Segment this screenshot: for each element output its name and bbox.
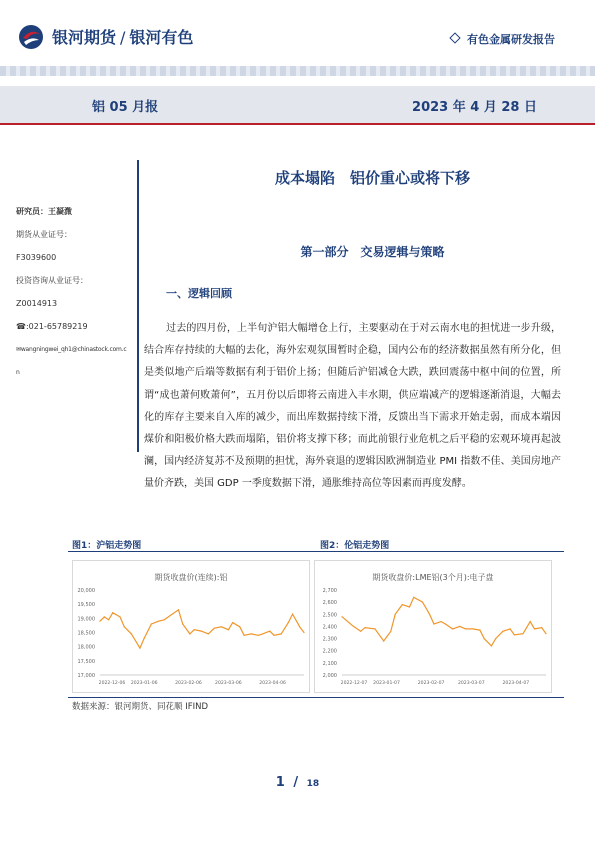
data-point bbox=[139, 648, 140, 649]
y-tick-label: 19,500 bbox=[77, 602, 95, 609]
data-point bbox=[269, 631, 270, 632]
x-tick-label: 2023-04-07 bbox=[502, 681, 530, 686]
data-point bbox=[522, 633, 523, 634]
data-point bbox=[402, 604, 403, 605]
y-tick-label: 2,000 bbox=[322, 673, 337, 679]
data-point bbox=[383, 640, 384, 641]
y-tick-label: 2,300 bbox=[322, 636, 337, 643]
analyst-sidebar bbox=[16, 200, 134, 384]
page-number bbox=[0, 775, 595, 790]
report-name: 铝 05 月报 bbox=[92, 100, 159, 115]
data-point bbox=[495, 638, 496, 639]
y-tick-label: 2,500 bbox=[322, 612, 337, 619]
header-pattern-band bbox=[0, 66, 595, 76]
data-point bbox=[465, 628, 466, 629]
page-total: 18 bbox=[306, 779, 320, 789]
data-point bbox=[189, 633, 190, 634]
figure-2-caption: 图2：伦铝走势图 bbox=[320, 541, 390, 551]
data-point bbox=[262, 633, 263, 634]
data-point bbox=[164, 619, 165, 620]
data-point bbox=[182, 623, 183, 624]
data-point bbox=[281, 633, 282, 634]
brand-main: 银河期货 bbox=[52, 28, 117, 47]
data-point bbox=[239, 626, 240, 627]
data-point bbox=[413, 597, 414, 598]
advisory-cert-label: 投资咨询从业证号： bbox=[16, 276, 88, 285]
data-point bbox=[258, 635, 259, 636]
data-point bbox=[433, 623, 434, 624]
data-point bbox=[214, 628, 215, 629]
sidebar-divider bbox=[137, 160, 139, 452]
chart-title: 期货收盘价:LME铝(3个月):电子盘 bbox=[372, 573, 494, 582]
report-type-label: 有色金属研发报告 bbox=[467, 33, 555, 46]
data-point bbox=[232, 622, 233, 623]
data-point bbox=[484, 638, 485, 639]
data-point bbox=[441, 621, 442, 622]
section-heading: 一、逻辑回顾 bbox=[166, 287, 232, 300]
futures-cert-label: 期货从业证号： bbox=[16, 230, 72, 239]
part-heading: 第一部分 交易逻辑与策略 bbox=[300, 245, 445, 259]
y-tick-label: 18,500 bbox=[77, 630, 95, 637]
researcher-name: 研究员：王凝溦 bbox=[16, 207, 72, 216]
x-tick-label: 2023-04-06 bbox=[259, 681, 286, 686]
data-point bbox=[445, 623, 446, 624]
diamond-icon bbox=[449, 32, 460, 43]
data-point bbox=[422, 602, 423, 603]
band-accent-line bbox=[0, 123, 595, 125]
data-point bbox=[341, 616, 342, 617]
data-point bbox=[409, 606, 410, 607]
data-point bbox=[353, 626, 354, 627]
x-tick-label: 2023-02-07 bbox=[417, 681, 445, 686]
y-tick-label: 19,000 bbox=[77, 616, 95, 623]
data-source: 数据来源：银河期货、同花顺 IFIND bbox=[72, 702, 209, 712]
email-address[interactable]: ✉wangningwei_qh1@chinastock.com.c bbox=[16, 346, 127, 353]
data-point bbox=[472, 628, 473, 629]
y-tick-label: 2,700 bbox=[322, 588, 337, 594]
data-point bbox=[395, 614, 396, 615]
y-tick-label: 2,100 bbox=[322, 660, 337, 667]
data-point bbox=[541, 627, 542, 628]
data-point bbox=[303, 632, 304, 633]
report-type bbox=[451, 31, 555, 47]
report-date: 2023 年 4 月 28 日 bbox=[412, 100, 537, 115]
data-point bbox=[112, 612, 113, 613]
phone-number: ☎:021-65789219 bbox=[16, 322, 88, 331]
data-point bbox=[208, 633, 209, 634]
brand-divider: / bbox=[120, 28, 126, 47]
data-point bbox=[299, 626, 300, 627]
data-point bbox=[374, 628, 375, 629]
y-tick-label: 17,500 bbox=[77, 658, 95, 665]
data-point bbox=[288, 622, 289, 623]
data-point bbox=[545, 633, 546, 634]
y-tick-label: 2,600 bbox=[322, 600, 337, 607]
x-tick-label: 2022-12-06 bbox=[98, 681, 126, 686]
x-tick-label: 2023-01-07 bbox=[373, 681, 400, 686]
data-point bbox=[119, 616, 120, 617]
futures-cert-number: F3039600 bbox=[16, 253, 57, 262]
data-point bbox=[491, 645, 492, 646]
galaxy-logo-icon bbox=[18, 24, 44, 50]
data-point bbox=[429, 614, 430, 615]
data-point bbox=[194, 629, 195, 630]
data-point bbox=[452, 628, 453, 629]
chart-shfe-aluminum bbox=[72, 560, 310, 693]
y-tick-label: 18,000 bbox=[77, 644, 95, 651]
data-point bbox=[158, 621, 159, 622]
data-point bbox=[151, 623, 152, 624]
data-point bbox=[502, 631, 503, 632]
data-point bbox=[514, 634, 515, 635]
x-tick-label: 2023-01-06 bbox=[130, 681, 158, 686]
report-title: 成本塌陷 铝价重心或将下移 bbox=[274, 169, 470, 187]
figure-top-rule bbox=[68, 551, 564, 552]
email-address-tail: n bbox=[16, 369, 20, 376]
x-tick-label: 2023-03-07 bbox=[457, 681, 485, 686]
data-point bbox=[108, 619, 109, 620]
y-tick-label: 17,000 bbox=[77, 673, 95, 679]
figure-bottom-rule bbox=[68, 697, 564, 698]
data-point bbox=[178, 609, 179, 610]
data-point bbox=[221, 626, 222, 627]
data-point bbox=[534, 628, 535, 629]
data-point bbox=[104, 616, 105, 617]
data-point bbox=[144, 638, 145, 639]
y-tick-label: 2,200 bbox=[322, 648, 337, 655]
data-point bbox=[201, 631, 202, 632]
page-separator: / bbox=[293, 775, 299, 790]
data-point bbox=[124, 626, 125, 627]
data-point bbox=[530, 621, 531, 622]
data-point bbox=[228, 629, 229, 630]
brand-sub: 银河有色 bbox=[129, 28, 194, 47]
data-point bbox=[131, 633, 132, 634]
paragraph-text: 过去的四月份，上半旬沪铝大幅增仓上行，主要驱动在于对云南水电的担忧进一步升级，结合库存持续的大幅的去化，海外宏观氛围暂时企稳，国内公布的经济数据虽然有所分化，但是类似地产后端等数据有利于铝价上扬；但随后沪铝减仓大跌，跌回震荡中枢中间的位置，所谓“成也萧何败萧何”，五月份以后即将云南进入丰水期，供应端减产的逻辑逐渐消退，大幅去化的库存主要来自入库的减少，而出库数据持续下滑，反馈出当下需求开始走弱，而成本端因煤价和阳极价格大跌而塌陷，铝价将支撑下移；而此前银行业危机之后平稳的宏观环境再起波澜，国内经济复苏不及预期的担忧，海外衰退的逻辑因欧洲制造业 PMI 指数不佳、美国房地产量价齐跌，美国 GDP 一季度数据下滑，通胀维持高位等因素而再度发酵。 bbox=[144, 323, 561, 490]
y-tick-label: 20,000 bbox=[77, 588, 95, 594]
data-point bbox=[349, 622, 350, 623]
page-current: 1 bbox=[275, 775, 285, 790]
data-point bbox=[251, 633, 252, 634]
x-tick-label: 2023-02-06 bbox=[175, 681, 202, 686]
advisory-cert-number: Z0014913 bbox=[16, 299, 58, 308]
x-tick-label: 2022-12-07 bbox=[340, 681, 368, 686]
figure-1-caption: 图1：沪铝走势图 bbox=[72, 541, 142, 551]
brand-name bbox=[52, 25, 193, 48]
data-point bbox=[244, 635, 245, 636]
chart-title: 期货收盘价(连续):铝 bbox=[154, 573, 228, 582]
data-point bbox=[510, 628, 511, 629]
body-paragraph bbox=[144, 318, 561, 496]
data-point bbox=[459, 626, 460, 627]
chart-lme-aluminum bbox=[314, 560, 552, 693]
data-point bbox=[99, 621, 100, 622]
data-point bbox=[390, 631, 391, 632]
x-tick-label: 2023-03-06 bbox=[215, 681, 242, 686]
data-point bbox=[479, 630, 480, 631]
data-point bbox=[360, 631, 361, 632]
data-point bbox=[292, 614, 293, 615]
data-point bbox=[364, 627, 365, 628]
data-point bbox=[273, 635, 274, 636]
y-tick-label: 2,400 bbox=[322, 624, 337, 631]
